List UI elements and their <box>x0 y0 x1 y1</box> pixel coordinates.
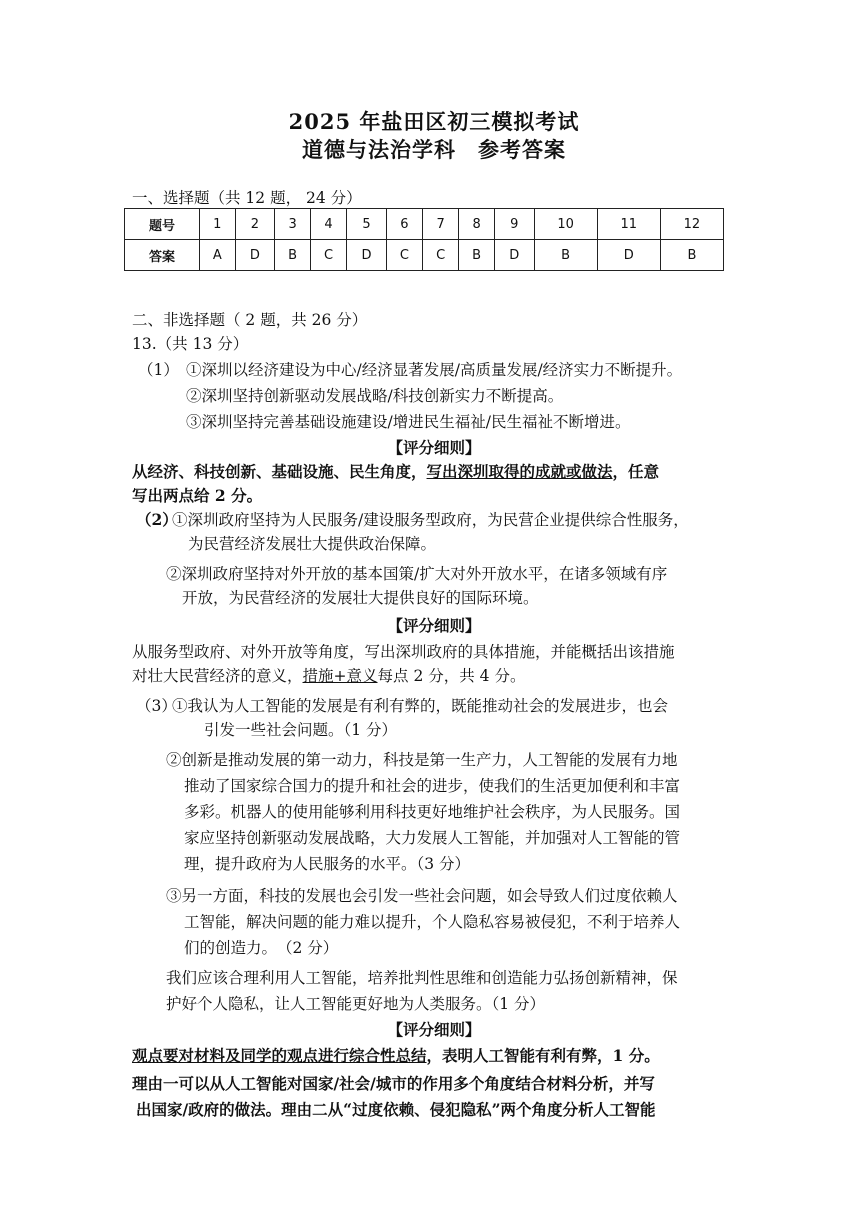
part1-item-1: ①深圳以经济建设为中心/经济显著发展/高质量发展/经济实力不断提升。 <box>186 361 683 379</box>
part3-item-3-line-1: ③另一方面，科技的发展也会引发一些社会问题，如会导致人们过度依赖人 <box>166 887 678 905</box>
part2-rubric-line-2 <box>132 664 525 688</box>
table-cell: C <box>423 240 459 271</box>
part3-item-2-line-5: 理，提升政府为人民服务的水平。（3 分） <box>184 855 471 873</box>
table-cell: B <box>459 240 495 271</box>
part2-item-2-line-1: ②深圳政府坚持对外开放的基本国策/扩大对外开放水平，在诸多领域有序 <box>166 565 668 583</box>
table-cell: 4 <box>310 209 346 240</box>
rubric-text: ，表明人工智能有利有弊，1 分。 <box>426 1046 660 1065</box>
table-cell-label: 题号 <box>125 209 200 240</box>
rubric-text: 每点 2 分，共 4 分。 <box>377 667 526 685</box>
part1-label: （1） <box>138 361 179 379</box>
table-cell: 12 <box>660 209 723 240</box>
part3-rubric-title: 【评分细则】 <box>387 1020 481 1039</box>
table-cell: C <box>386 240 422 271</box>
table-cell: D <box>597 240 660 271</box>
question-13-heading: 13.（共 13 分） <box>132 335 249 353</box>
part2-item-2-line-2: 开放，为民营经济的发展壮大提供良好的国际环境。 <box>182 589 539 607</box>
part2-rubric-title: 【评分细则】 <box>387 616 481 635</box>
table-cell: 11 <box>597 209 660 240</box>
answer-table <box>124 208 724 271</box>
table-cell: A <box>200 240 236 271</box>
table-cell: B <box>534 240 597 271</box>
part3-item-2-line-4: 家应坚持创新驱动发展战略，大力发展人工智能，并加强对人工智能的管 <box>184 829 681 847</box>
table-cell: D <box>347 240 387 271</box>
rubric-text: ，任意 <box>612 462 660 481</box>
part2-item-1-line-2: 为民营经济发展壮大提供政治保障。 <box>188 535 437 553</box>
table-cell: 8 <box>459 209 495 240</box>
part1-rubric-line-1 <box>132 460 659 484</box>
part3-item-1-line-2: 引发一些社会问题。（1 分） <box>204 721 398 739</box>
part3-rubric-line-3: 出国家/政府的做法。理由二从“过度依赖、侵犯隐私”两个角度分析人工智能 <box>136 1100 656 1119</box>
part3-item-1-line-1: ①我认为人工智能的发展是有利有弊的，既能推动社会的发展进步，也会 <box>172 697 669 715</box>
part2-rubric-line-1: 从服务型政府、对外开放等角度，写出深圳政府的具体措施，并能概括出该措施 <box>132 643 675 661</box>
rubric-underlined-text: 观点要对材料及同学的观点进行综合性总结 <box>132 1046 427 1065</box>
title-line-2: 道德与法治学科 参考答案 <box>302 137 566 162</box>
table-cell: D <box>494 240 534 271</box>
part3-item-3-line-3: 们的创造力。 （2 分） <box>184 939 339 957</box>
table-cell: 7 <box>423 209 459 240</box>
table-cell: B <box>660 240 723 271</box>
part3-item-2-line-2: 推动了国家综合国力的提升和社会的进步，使我们的生活更加便利和丰富 <box>184 777 681 795</box>
rubric-text: 对壮大民营经济的意义， <box>132 667 303 685</box>
table-cell: B <box>275 240 311 271</box>
rubric-underlined-text: 措施+意义 <box>302 667 378 685</box>
table-cell: 3 <box>275 209 311 240</box>
part3-item-4-line-2: 护好个人隐私，让人工智能更好地为人类服务。（1 分） <box>166 995 546 1013</box>
section1-heading: 一、选择题（共 12 题， 24 分） <box>132 189 362 207</box>
table-cell: D <box>235 240 275 271</box>
rubric-text: 从经济、科技创新、基础设施、民生角度， <box>132 462 427 481</box>
part3-item-2-line-3: 多彩。机器人的使用能够利用科技更好地维护社会秩序，为人民服务。国 <box>184 803 681 821</box>
section2-heading: 二、非选择题（ 2 题，共 26 分） <box>132 311 368 329</box>
part3-item-3-line-2: 工智能，解决问题的能力难以提升，个人隐私容易被侵犯，不利于培养人 <box>184 913 681 931</box>
part1-rubric-line-2: 写出两点给 2 分。 <box>132 486 263 505</box>
table-row-numbers <box>125 209 724 240</box>
part2-item-1-line-1: ①深圳政府坚持为人民服务/建设服务型政府，为民营企业提供综合性服务， <box>172 511 689 529</box>
table-cell: 6 <box>386 209 422 240</box>
part1-item-3: ③深圳坚持完善基础设施建设/增进民生福祉/民生福祉不断增进。 <box>186 413 631 431</box>
title-line-1: 2025 年盐田区初三模拟考试 <box>288 109 580 134</box>
part1-item-2: ②深圳坚持创新驱动发展战略/科技创新实力不断提高。 <box>186 387 564 405</box>
part2-label: （2） <box>136 510 178 529</box>
part3-item-2-line-1: ②创新是推动发展的第一动力，科技是第一生产力，人工智能的发展有力地 <box>166 751 678 769</box>
table-cell: 10 <box>534 209 597 240</box>
table-cell: 2 <box>235 209 275 240</box>
part3-item-4-line-1: 我们应该合理利用人工智能，培养批判性思维和创造能力弘扬创新精神，保 <box>166 969 678 987</box>
part3-label: （3） <box>136 697 177 715</box>
table-cell: 5 <box>347 209 387 240</box>
table-cell: 9 <box>494 209 534 240</box>
part1-rubric-title: 【评分细则】 <box>387 438 481 457</box>
table-row-answers <box>125 240 724 271</box>
part3-rubric-line-2: 理由一可以从人工智能对国家/社会/城市的作用多个角度结合材料分析，并写 <box>132 1074 655 1093</box>
part3-rubric-line-1 <box>132 1044 660 1068</box>
table-cell-label: 答案 <box>125 240 200 271</box>
table-cell: C <box>310 240 346 271</box>
table-cell: 1 <box>200 209 236 240</box>
rubric-underlined-text: 写出深圳取得的成就或做法 <box>426 462 613 481</box>
